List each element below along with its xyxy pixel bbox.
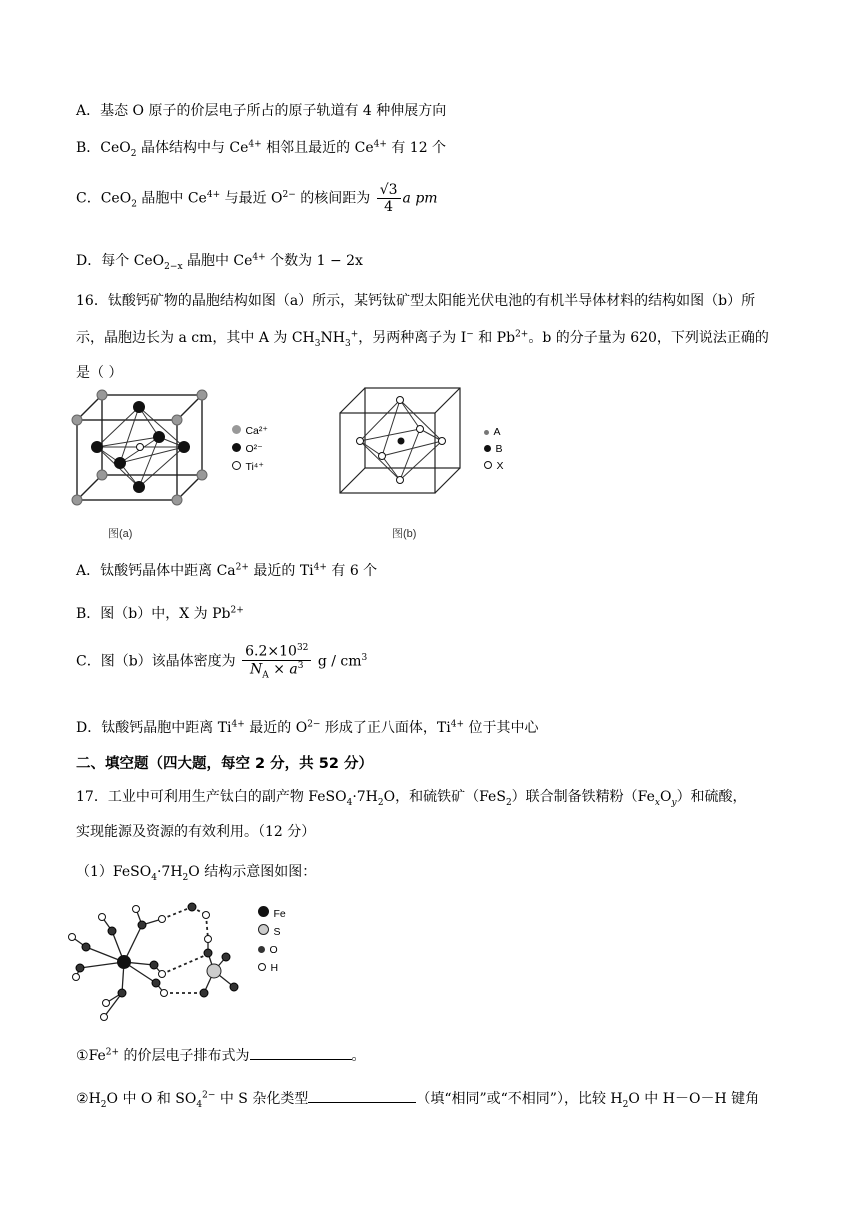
- answer-blank-2[interactable]: [308, 1090, 416, 1103]
- q15-option-a: A．基态 O 原子的价层电子所占的原子轨道有 4 种伸展方向: [76, 103, 447, 119]
- q17-sub1-q1: $①Fe^{2+}$ 的价层电子排布式为 。: [76, 1047, 366, 1064]
- structure-legend: Fe S O H: [258, 905, 298, 977]
- q15-option-b: B．CeO$_2$ 晶体结构中与 $Ce^{4+}$ 相邻且最近的 $Ce^{4+}$ 有 12 个: [76, 139, 447, 159]
- q16-option-a: A．钛酸钙晶体中距离 $Ca^{2+}$ 最近的 $Ti^{4+}$ 有 6 个: [76, 562, 378, 579]
- q16-stem-line3: 是（ ）: [76, 365, 123, 381]
- q17-sub1-q2: $②H_2O$ 中 O 和 $SO_4^{2-}$ 中 S 杂化类型 （填“相同”或“不相同”），比较 $H_2O$ 中 H－O－H 键角: [76, 1090, 760, 1110]
- figure-b-caption: 图(b): [392, 528, 417, 540]
- figure-b-legend: A B X: [484, 423, 534, 474]
- figure-a-caption: 图(a): [108, 528, 133, 540]
- q16-option-b: B．图（b）中，X 为 $Pb^{2+}$: [76, 605, 244, 622]
- q16-stem-line2: 示，晶胞边长为 a cm，其中 A 为 $CH_3NH_3^+$，另两种离子为 I− 和 $Pb^{2+}$。b 的分子量为 620，下列说法正确的: [76, 329, 769, 349]
- density-fraction: $\frac{6.2\times 10^{32}}{N_A \times a^3}$: [242, 643, 311, 680]
- figure-b-perovskite-cell: [330, 383, 480, 503]
- q17-sub1-title: $(1)FeSO_4\cdot 7H_2O$ 结构示意图如图：: [76, 864, 317, 883]
- q16-stem-line1: 16．钛酸钙矿物的晶胞结构如图（a）所示，某钙钛矿型太阳能光伏电池的有机半导体材料的结构如图（b）所: [76, 293, 756, 309]
- q16-option-d: D．钛酸钙晶胞中距离 $Ti^{4+}$ 最近的 $O^{2-}$ 形成了正八面体，$Ti^{4+}$ 位于其中心: [76, 719, 539, 736]
- feso4-7h2o-structure-diagram: [66, 895, 256, 1025]
- q17-stem-line2: 实现能源及资源的有效利用。（12 分）: [76, 824, 316, 840]
- distance-fraction: $\frac{√3}{4}$: [377, 182, 401, 215]
- q17-stem-line1: 17．工业中可利用生产钛白的副产物 $FeSO_4\cdot 7H_2O$，和硫铁矿（FeS$_2$）联合制备铁精粉$(Fe_xO_y)$和硫酸，: [76, 789, 747, 808]
- answer-blank-1[interactable]: [250, 1047, 352, 1060]
- q16-option-c: C．图（b）该晶体密度为 $\frac{6.2\times 10^{32}}{N_A \times a^3}$ g / $cm^3$: [76, 643, 368, 681]
- section-2-heading: 二、填空题（四大题，每空 2 分，共 52 分）: [76, 756, 373, 772]
- figure-a-legend: Ca²⁺ O²⁻ Ti⁴⁺: [232, 422, 292, 476]
- q15-option-c: C．CeO$_2$ 晶胞中 $Ce^{4+}$ 与最近 $O^{2-}$ 的核间距为 $\frac{√3}{4}$ a pm: [76, 182, 438, 215]
- q15-option-d: D．每个 CeO$_{2-x}$ 晶胞中 $Ce^{4+}$ 个数为 1 − 2x: [76, 252, 363, 272]
